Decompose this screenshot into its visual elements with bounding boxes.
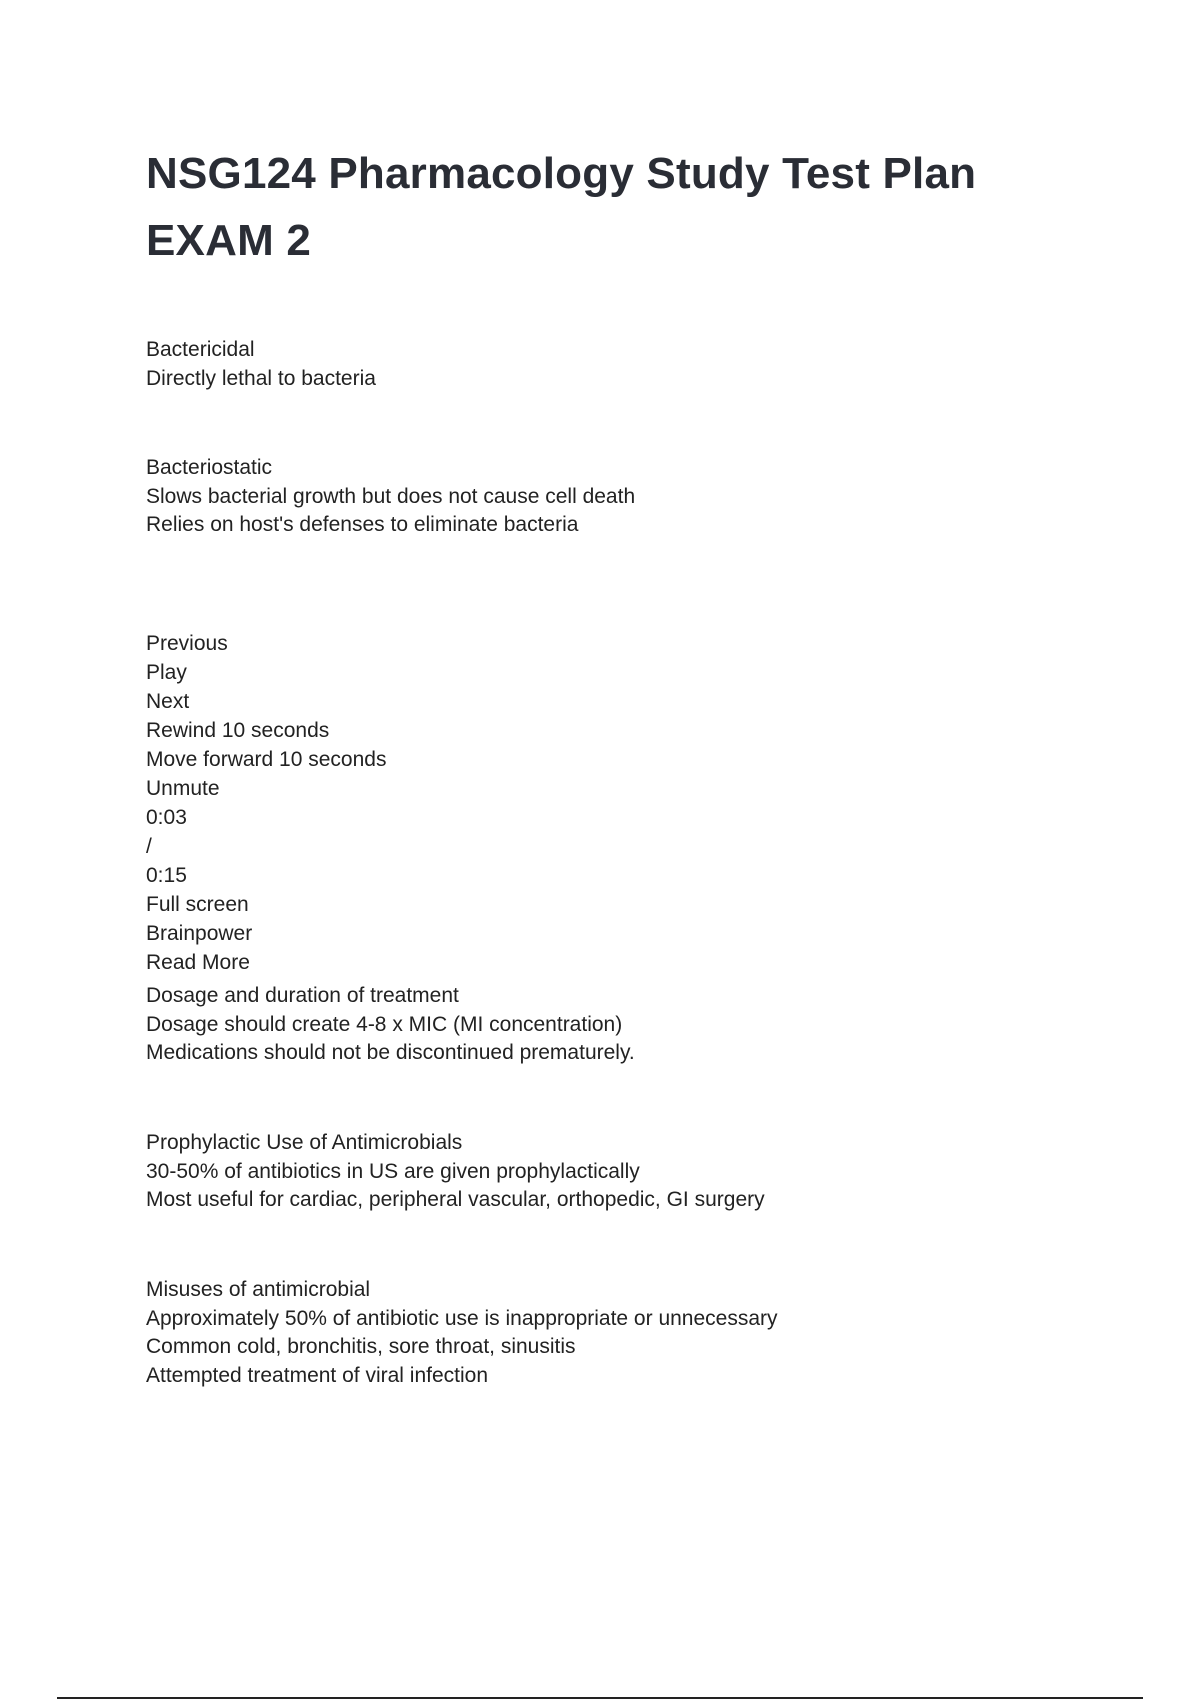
current-time: 0:03 — [146, 806, 187, 829]
misuses-line-3: Attempted treatment of viral infection — [146, 1363, 488, 1387]
page-title-line-2: EXAM 2 — [146, 216, 312, 265]
prophylactic-line-1: 30-50% of antibiotics in US are given prophylactically — [146, 1159, 640, 1183]
section-heading-misuses: Misuses of antimicrobial — [146, 1278, 371, 1301]
bactericidal-line-1: Directly lethal to bacteria — [146, 366, 376, 390]
section-heading-bactericidal: Bactericidal — [146, 338, 255, 361]
section-heading-bacteriostatic: Bacteriostatic — [146, 456, 273, 479]
section-heading-dosage: Dosage and duration of treatment — [146, 984, 459, 1007]
brainpower-link[interactable]: Brainpower — [146, 922, 253, 945]
bacteriostatic-line-2: Relies on host's defenses to eliminate bacteria — [146, 513, 579, 537]
video-player-controls — [146, 629, 1046, 977]
section-dosage — [146, 982, 1046, 1068]
dosage-line-2: Medications should not be discontinued prematurely. — [146, 1041, 635, 1065]
misuses-line-1: Approximately 50% of antibiotic use is inappropriate or unnecessary — [146, 1306, 778, 1330]
next-button[interactable]: Next — [146, 690, 190, 713]
rewind-button[interactable]: Rewind 10 seconds — [146, 719, 330, 742]
page-title-line-1: NSG124 Pharmacology Study Test Plan — [146, 149, 977, 198]
unmute-button[interactable]: Unmute — [146, 777, 220, 800]
forward-button[interactable]: Move forward 10 seconds — [146, 748, 387, 771]
section-heading-prophylactic: Prophylactic Use of Antimicrobials — [146, 1131, 463, 1154]
section-prophylactic — [146, 1129, 1046, 1215]
previous-button[interactable]: Previous — [146, 632, 228, 655]
prophylactic-line-2: Most useful for cardiac, peripheral vascular, orthopedic, GI surgery — [146, 1188, 765, 1212]
read-more-link[interactable]: Read More — [146, 951, 250, 974]
fullscreen-button[interactable]: Full screen — [146, 893, 249, 916]
section-bactericidal — [146, 336, 1046, 393]
dosage-line-1: Dosage should create 4-8 x MIC (MI concentration) — [146, 1012, 623, 1036]
section-bacteriostatic — [146, 454, 1046, 540]
time-separator: / — [146, 835, 152, 858]
play-button[interactable]: Play — [146, 661, 187, 684]
duration: 0:15 — [146, 864, 187, 887]
page-title — [146, 140, 1086, 274]
misuses-line-2: Common cold, bronchitis, sore throat, sinusitis — [146, 1335, 576, 1359]
bacteriostatic-line-1: Slows bacterial growth but does not cause cell death — [146, 484, 636, 508]
footer-divider — [57, 1697, 1143, 1699]
section-misuses — [146, 1276, 1046, 1390]
